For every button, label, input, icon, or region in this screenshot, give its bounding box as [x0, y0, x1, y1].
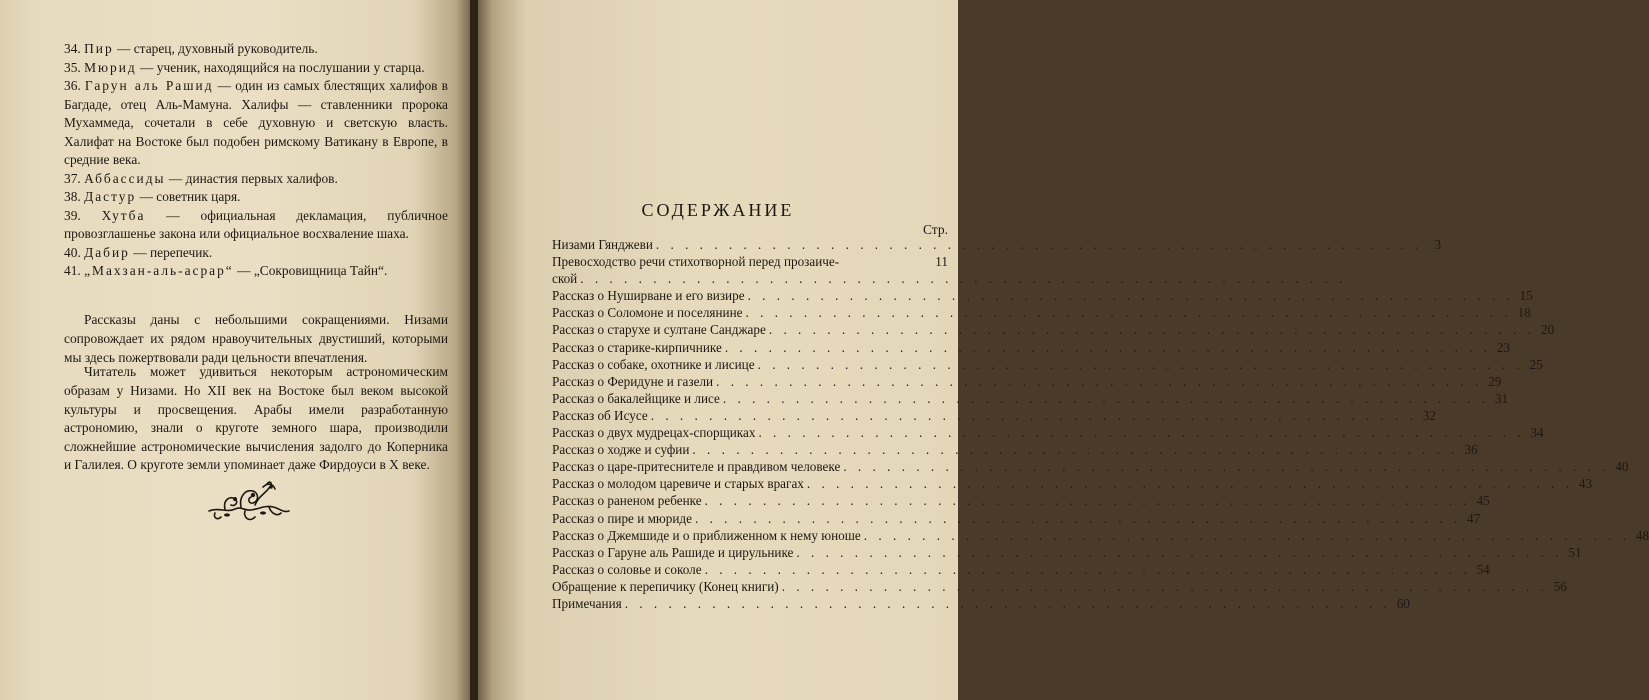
toc-entry: [552, 527, 1649, 544]
note-text: — официальная декламация, публичное провозглашенье закона или официальное восхваление шаха.: [64, 207, 448, 241]
toc-entry-page: 40: [1615, 459, 1629, 475]
note-number: 35.: [64, 59, 81, 75]
note-item: [64, 207, 448, 244]
note-number: 34.: [64, 41, 81, 56]
toc-entry-title-line2: ской: [552, 271, 578, 287]
leader-dots: [622, 595, 1394, 612]
toc-entry-title: Рассказ о ходже и суфии: [552, 442, 690, 458]
note-term: Гарун аль Рашид: [84, 78, 214, 93]
toc-entry: [552, 424, 1544, 441]
leader-dots: [766, 321, 1538, 338]
leader-dots: [713, 373, 1485, 390]
note-number: 36.: [64, 78, 81, 93]
note-item: [64, 59, 448, 78]
toc-entry-title: Рассказ о собаке, охотнике и лисице: [552, 356, 755, 372]
floral-ornament-icon: [205, 477, 291, 525]
leader-dots: [653, 236, 1425, 253]
toc-entry: [552, 458, 1629, 475]
toc-entry-page: 43: [1578, 476, 1593, 492]
toc-entry-page: 32: [1422, 407, 1436, 423]
afterword-paragraph-2: Читатель может удивиться некоторым астрономическим образам у Низами. Но XII век на Востоке был веком высокой культуры и просвещения. Арабы имели разработанную астрономию, знали о круготе земного шара, производили сложнейшие астрономические вычисления задолго до Коперника и Галилея. О круготе земли упоминает даже Фирдоуси в X веке.: [64, 364, 448, 473]
toc-entry-page: 56: [1553, 578, 1567, 594]
toc-entry: [552, 373, 1502, 390]
leader-dots: [702, 492, 1474, 509]
toc-entry: [552, 578, 1567, 595]
note-item: [64, 40, 448, 59]
book-gutter: [470, 0, 478, 700]
toc-entry-page: 48: [1635, 527, 1649, 543]
toc-entry-title: Рассказ о старике-кирпичнике: [552, 339, 722, 355]
notes-list: [64, 40, 448, 281]
toc-entry-page: 23: [1496, 339, 1510, 355]
toc-entry: [552, 356, 1543, 373]
toc-entry-title: Рассказ о царе-притеснителе и правдивом человеке: [552, 459, 841, 475]
toc-entry-page: 31: [1494, 390, 1509, 406]
toc-entry-page: 36: [1464, 442, 1478, 458]
toc-entry-page: 47: [1466, 510, 1481, 526]
toc-entry: [552, 339, 1510, 356]
toc-entry-page: 29: [1488, 373, 1502, 389]
leader-dots: [804, 475, 1576, 492]
note-text: — династия первых халифов.: [165, 170, 338, 186]
leader-dots: [793, 544, 1565, 561]
leader-dots: [861, 527, 1633, 544]
toc-entry: [552, 441, 1478, 458]
note-term: Аббассиды: [84, 170, 166, 186]
note-item: [64, 77, 448, 170]
toc-entry: [552, 253, 948, 287]
leader-dots: [745, 287, 1517, 304]
toc-entry: [552, 390, 1509, 407]
toc-entry-title-line1: Превосходство речи стихотворной перед прозаиче-: [552, 254, 840, 270]
leader-dots: [755, 424, 1527, 441]
note-term: Дастур: [84, 189, 137, 204]
toc-entry-page: 51: [1568, 544, 1582, 560]
note-number: 38.: [64, 189, 81, 204]
note-text: — перепечик.: [129, 244, 213, 260]
toc-entry: [552, 510, 1481, 527]
leader-dots: [743, 304, 1515, 321]
toc-entry: [552, 561, 1490, 578]
note-number: 40.: [64, 244, 81, 260]
toc-entry-page: 20: [1540, 322, 1555, 338]
note-term: Хутба: [101, 207, 146, 223]
toc-entry-title: Рассказ о бакалейщике и лисе: [552, 390, 720, 406]
toc-entry-title: Рассказ о раненом ребенке: [552, 493, 702, 509]
toc-entry-title: Рассказ о Нуширване и его визире: [552, 288, 745, 304]
note-term: Дабир: [84, 244, 130, 260]
toc-entry-page: 3: [1434, 237, 1442, 252]
page-column-label: Стр.: [922, 222, 948, 237]
toc-entry-title: Рассказ о Соломоне и поселянине: [552, 305, 743, 321]
toc-entry-title: Рассказ о двух мудрецах-спорщиках: [552, 425, 756, 441]
toc-entry: [552, 492, 1490, 509]
leader-dots: [779, 578, 1551, 595]
toc-entry-title: Рассказ о старухе и султане Санджаре: [552, 322, 766, 338]
leader-dots: [648, 407, 1420, 424]
leader-dots: [702, 561, 1474, 578]
contents-heading: СОДЕРЖАНИЕ: [641, 200, 795, 220]
toc-entry-page: 18: [1517, 305, 1531, 321]
toc-entry: [552, 475, 1593, 492]
note-text: — один из самых блестящих халифов в Багдаде, отец Аль-Мамуна. Халифы — ставленники пророка Мухаммеда, сочетали в себе духовную и светскую власть. Халифат на Востоке был подобен римскому Ватикану в Европе, в средние века.: [64, 78, 448, 167]
toc-entry: [552, 236, 1442, 253]
toc-entry-title: Низами Гянджеви: [552, 237, 653, 252]
toc-entry-title: Рассказ о соловье и соколе: [552, 561, 702, 577]
note-text: — старец, духовный руководитель.: [113, 41, 318, 56]
toc-entry: [552, 304, 1531, 321]
leader-dots: [692, 510, 1464, 527]
toc-entry-title: Рассказ о Джемшиде и о приближенном к нему юноше: [552, 527, 861, 543]
toc-entry: [552, 544, 1582, 561]
toc-entry-page: 54: [1476, 561, 1490, 577]
toc-entry-title: Рассказ о Гаруне аль Рашиде и цирульнике: [552, 544, 794, 560]
toc-entry-page: 15: [1519, 288, 1533, 304]
afterword-paragraph-1: Рассказы даны с небольшими сокращениями. Низами сопровождает их рядом нравоучительных двустиший, которыми мы здесь пожертвовали ради цельности впечатления.: [64, 312, 448, 365]
note-number: 41.: [64, 263, 81, 278]
toc-entry-page: 60: [1396, 595, 1410, 611]
leader-dots: [840, 458, 1612, 475]
table-of-contents: [552, 236, 1649, 612]
toc-entry-page: 34: [1530, 425, 1544, 441]
note-text: — советник царя.: [136, 189, 241, 204]
leader-dots: [755, 356, 1527, 373]
toc-entry-title: Примечания: [552, 595, 622, 611]
toc-entry-title: Рассказ об Исусе: [552, 407, 648, 423]
note-item: [64, 244, 448, 263]
note-text: — „Сокровищница Тайн“.: [233, 263, 388, 278]
toc-entry: [552, 321, 1555, 338]
toc-entry: [552, 595, 1410, 612]
note-term: „Махзан-аль-асрар“: [84, 263, 234, 278]
note-number: 37.: [64, 170, 81, 186]
toc-entry-page: 11: [935, 254, 948, 270]
note-item: [64, 170, 448, 189]
note-term: Пир: [84, 41, 114, 56]
toc-entry: [552, 407, 1436, 424]
leader-dots: [577, 270, 1349, 287]
note-term: Мюрид: [84, 59, 137, 75]
note-number: 39.: [64, 207, 81, 223]
leader-dots: [722, 339, 1494, 356]
note-text: — ученик, находящийся на послушании у старца.: [136, 59, 425, 75]
note-item: [64, 188, 448, 207]
toc-entry-title: Рассказ о молодом царевиче и старых врагах: [552, 476, 804, 492]
toc-entry: [552, 287, 1533, 304]
toc-entry-page: 25: [1529, 356, 1543, 372]
leader-dots: [689, 441, 1461, 458]
toc-entry-title: Рассказ о пире и мюриде: [552, 510, 692, 526]
note-item: [64, 262, 448, 281]
toc-entry-title: Обращение к перепичику (Конец книги): [552, 578, 779, 594]
toc-entry-title: Рассказ о Феридуне и газели: [552, 373, 714, 389]
leader-dots: [720, 390, 1492, 407]
toc-entry-page: 45: [1476, 493, 1490, 509]
